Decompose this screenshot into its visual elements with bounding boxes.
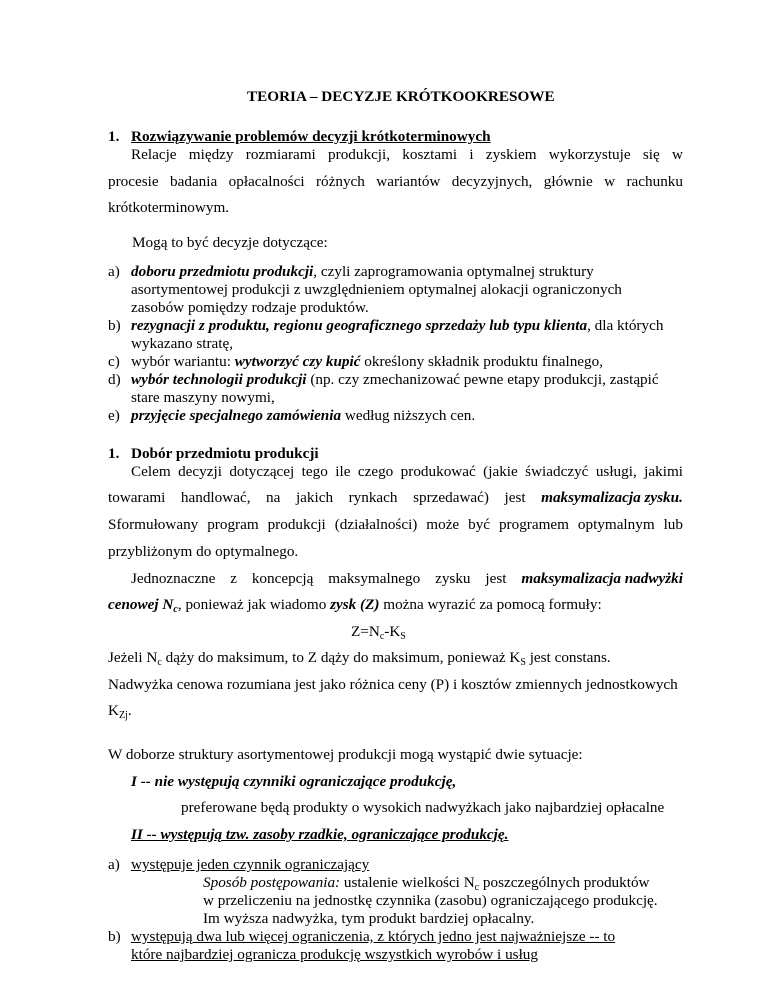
case-2-sub-b-line-2: które najbardziej ogranicza produkcję wszystkich wyrobów i usług	[131, 946, 538, 963]
text: , ponieważ jak wiadomo	[177, 596, 331, 613]
section-2-para4-line-1: Nadwyżka cenowa rozumiana jest jako różnica ceny (P) i kosztów zmiennych jednostkowych	[108, 676, 678, 693]
subscript: S	[400, 631, 406, 642]
word: jest	[485, 570, 507, 587]
case-1: I -- nie występują czynniki ograniczające produkcję,	[131, 773, 457, 790]
section-1-para-line: krótkoterminowym.	[108, 199, 230, 216]
list-item-d-term: wybór technologii produkcji	[131, 371, 307, 388]
list-item-a-text: , czyli zaprogramowania optymalnej struktury	[313, 263, 594, 280]
word: jest	[504, 489, 526, 506]
subscript: Zj	[118, 710, 128, 721]
text: Jeżeli N	[108, 649, 158, 666]
text: ustalenie wielkości N	[340, 874, 475, 891]
word: zysku	[435, 570, 471, 587]
text: dąży do maksimum, to Z dąży do maksimum, ponieważ K	[161, 649, 521, 666]
section-2-para-line: Celem decyzji dotyczącej tego ile czego produkować (jakie świadczyć usługi, jakimi	[131, 463, 683, 480]
section-2-para4-line-2	[108, 702, 132, 720]
emphasis-profit-z: zysk (Z)	[330, 596, 380, 613]
list-item-a-term: doboru przedmiotu produkcji	[131, 263, 314, 280]
procedure-line-2: w przeliczeniu na jednostkę czynnika (zasobu) ograniczającego produkcję.	[203, 892, 658, 909]
text: jest constans.	[525, 649, 611, 666]
text: można wyrazić za pomocą formuły:	[379, 596, 602, 613]
section-1-number: 1.	[108, 128, 120, 145]
subscript: S	[520, 657, 526, 668]
list-item-e	[131, 407, 475, 425]
section-2-para2-line-2	[108, 596, 602, 614]
list-item-c	[131, 353, 603, 371]
text: K	[108, 702, 119, 719]
formula-part: Z=N	[351, 623, 380, 640]
section-1-para-line: procesie badania opłacalności różnych wariantów decyzyjnych, głównie w rachunku	[108, 173, 683, 190]
list-item-b-cont: wykazano stratę,	[131, 335, 234, 352]
list-item-a-cont: asortymentowej produkcji z uwzględnieniem optymalnej alokacji ograniczonych	[131, 281, 622, 298]
case-1-description: preferowane będą produkty o wysokich nadwyżkach jako najbardziej opłacalne	[181, 799, 665, 816]
subscript: c	[474, 882, 480, 893]
list-item-d	[131, 371, 659, 389]
subscript: c	[157, 657, 162, 668]
case-2: II -- występują tzw. zasoby rzadkie, ograniczające produkcję.	[131, 826, 509, 843]
list-item-a-cont: zasobów pomiędzy rodzaje produktów.	[131, 299, 369, 316]
section-2-number: 1.	[108, 445, 120, 462]
list-item-c-term: wytworzyć czy kupić	[234, 353, 361, 370]
list-label: a)	[108, 263, 120, 280]
list-label: e)	[108, 407, 120, 424]
subscript: c	[173, 604, 178, 615]
case-2-sub-a: występuje jeden czynnik ograniczający	[131, 856, 370, 873]
procedure-line-1	[203, 874, 650, 892]
list-item-c-text: określony składnik produktu finalnego,	[360, 353, 604, 370]
text: .	[127, 702, 132, 719]
section-2-para-line-2	[108, 489, 683, 507]
list-label: b)	[108, 317, 121, 334]
word: handlować,	[180, 489, 251, 506]
list-item-d-cont: stare maszyny nowymi,	[131, 389, 275, 406]
section-2-para2-line-1	[131, 570, 683, 588]
procedure-line-3: Im wyższa nadwyżka, tym produkt bardziej opłacalny.	[203, 910, 535, 927]
word: towarami	[108, 489, 166, 506]
list-label: c)	[108, 353, 120, 370]
list-item-b-text: , dla których	[587, 317, 664, 334]
section-2-para-line: Sformułowany program produkcji (działalności) może być programem optymalnym lub	[108, 516, 683, 533]
procedure-label: Sposób postępowania:	[203, 874, 341, 891]
emphasis-price-surplus	[108, 596, 178, 613]
word: z	[230, 570, 237, 587]
list-label: d)	[108, 371, 121, 388]
list-item-a	[131, 263, 594, 281]
text: poszczególnych produktów	[479, 874, 650, 891]
section-1-heading: Rozwiązywanie problemów decyzji krótkoterminowych	[131, 128, 491, 145]
list-label: b)	[108, 928, 121, 945]
list-item-b-term: rezygnacji z produktu, regionu geograficznego sprzedaży lub typu klienta	[131, 317, 588, 334]
list-item-e-text: według niższych cen.	[341, 407, 476, 424]
formula	[351, 623, 406, 641]
emphasis-maximization-profit: maksymalizacja zysku.	[541, 489, 683, 506]
section-2-heading: Dobór przedmiotu produkcji	[131, 445, 319, 462]
word: koncepcją	[251, 570, 314, 587]
list-label: a)	[108, 856, 120, 873]
subscript: c	[379, 631, 385, 642]
list-item-c-pre: wybór wariantu:	[131, 353, 235, 370]
section-3-intro: W doborze struktury asortymentowej produkcji mogą wystąpić dwie sytuacje:	[108, 746, 583, 763]
word: jakich	[295, 489, 334, 506]
formula-part: -K	[384, 623, 401, 640]
section-2-para-line: przybliżonym do optymalnego.	[108, 543, 299, 560]
word: na	[266, 489, 281, 506]
list-item-d-text: (np. czy zmechanizować pewne etapy produkcji, zastąpić	[306, 371, 659, 388]
case-2-sub-b-line-1: występują dwa lub więcej ograniczenia, z których jedno jest najważniejsze -- to	[131, 928, 616, 945]
word: maksymalnego	[328, 570, 421, 587]
list-item-e-term: przyjęcie specjalnego zamówienia	[131, 407, 342, 424]
section-1-para-line: Relacje między rozmiarami produkcji, kosztami i zyskiem wykorzystuje się w	[131, 146, 683, 163]
emphasis-max-surplus: maksymalizacja nadwyżki	[521, 570, 683, 587]
price-surplus-term: cenowej N	[108, 596, 174, 613]
word: rynkach	[348, 489, 398, 506]
page-title: TEORIA – DECYZJE KRÓTKOOKRESOWE	[247, 88, 555, 105]
list-item-b	[131, 317, 663, 335]
word: Jednoznaczne	[131, 570, 216, 587]
section-1-intro: Mogą to być decyzje dotyczące:	[132, 234, 328, 251]
word: sprzedawać)	[413, 489, 489, 506]
section-2-para3	[108, 649, 611, 667]
